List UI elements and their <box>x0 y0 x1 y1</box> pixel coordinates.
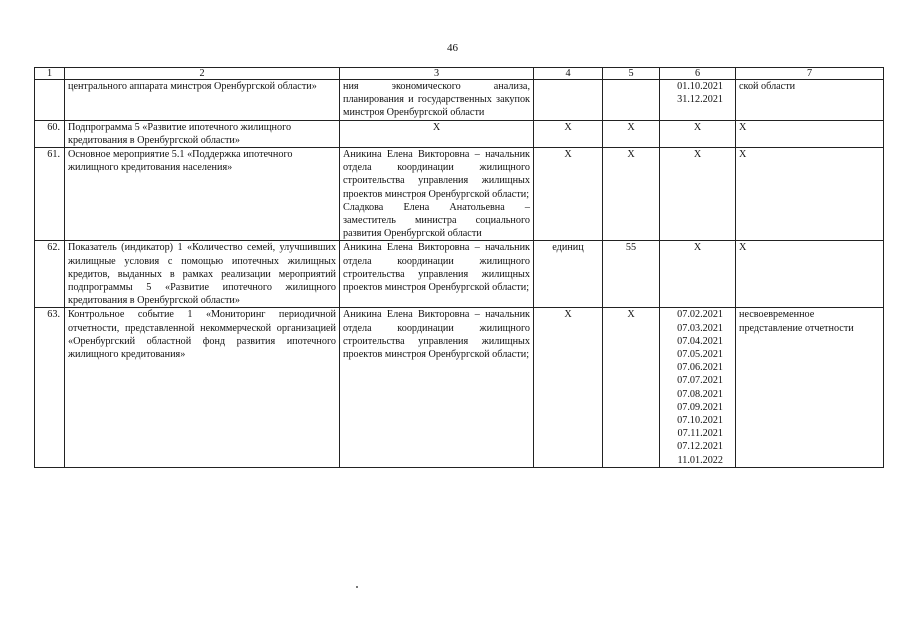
event-name: Основное мероприятие 5.1 «Поддержка ипотечного жилищного кредитования населения» <box>65 148 340 241</box>
header-cell: 3 <box>340 68 534 80</box>
table-row <box>35 241 884 308</box>
row-number: 61. <box>35 148 65 241</box>
deadline-cell <box>660 120 736 147</box>
unit-cell: X <box>534 120 603 147</box>
deadline-cell <box>660 80 736 121</box>
row-number <box>35 80 65 121</box>
deadline-cell <box>660 308 736 467</box>
value-cell: X <box>603 148 660 241</box>
responsible-person <box>340 120 534 147</box>
date-entry: 11.01.2022 <box>677 454 723 466</box>
header-cell: 7 <box>736 68 884 80</box>
date-entry: 07.09.2021 <box>677 401 723 413</box>
header-cell: 5 <box>603 68 660 80</box>
date-entry: 07.05.2021 <box>677 349 723 361</box>
event-name: Контрольное событие 1 «Мониторинг периодичной отчетности, представленной некоммерческой организацией «Оренбургский областной фонд развития ипотечного жилищного кредитования» <box>65 308 340 467</box>
note-cell: несвоевременное представление отчетности <box>736 308 884 467</box>
value-cell <box>603 80 660 121</box>
event-name: Показатель (индикатор) 1 «Количество семей, улучшивших жилищные условия с помощью ипотечных жилищных кредитов, выданных в рамках реализации мероприятий подпрограммы 5 «Развитие ипотечного жилищного кредитования в Оренбургской области» <box>65 241 340 308</box>
responsible-person <box>340 148 534 241</box>
date-entry: X <box>693 242 702 254</box>
event-name: центрального аппарата минстроя Оренбургской области» <box>65 80 340 121</box>
header-cell: 4 <box>534 68 603 80</box>
deadline-cell <box>660 241 736 308</box>
value-cell: X <box>603 120 660 147</box>
row-number: 63. <box>35 308 65 467</box>
note-cell: X <box>736 148 884 241</box>
date-entry: X <box>693 121 702 133</box>
table-row <box>35 120 884 147</box>
responsible-entry: ния экономического анализа, планирования и государственных закупок минстроя Оренбургской области <box>343 81 530 119</box>
scan-speck <box>356 586 358 588</box>
responsible-entry: X <box>432 121 441 133</box>
date-entry: 07.11.2021 <box>677 428 723 440</box>
note-cell: ской области <box>736 80 884 121</box>
unit-cell <box>534 80 603 121</box>
table-header-row <box>35 68 884 80</box>
responsible-entry: Аникина Елена Викторовна – начальник отдела координации жилищного строительства управления жилищных проектов минстроя Оренбургской области; <box>343 309 530 361</box>
date-entry: 07.02.2021 <box>677 309 723 321</box>
table-row <box>35 148 884 241</box>
responsible-person <box>340 308 534 467</box>
schedule-table <box>34 67 884 468</box>
date-entry: 07.06.2021 <box>677 362 723 374</box>
value-cell: X <box>603 308 660 467</box>
responsible-entry: Сладкова Елена Анатольевна – заместитель министра социального развития Оренбургской области <box>343 201 530 240</box>
header-cell: 6 <box>660 68 736 80</box>
table-row <box>35 308 884 467</box>
date-entry: 07.07.2021 <box>677 375 723 387</box>
event-name: Подпрограмма 5 «Развитие ипотечного жилищного кредитования в Оренбургской области» <box>65 120 340 147</box>
date-entry: 01.10.2021 <box>677 81 723 92</box>
date-entry: 31.12.2021 <box>677 94 723 106</box>
value-cell: 55 <box>603 241 660 308</box>
date-entry: 07.10.2021 <box>677 415 723 427</box>
date-entry: 07.04.2021 <box>677 335 723 347</box>
deadline-cell <box>660 148 736 241</box>
row-number: 60. <box>35 120 65 147</box>
responsible-person <box>340 80 534 121</box>
date-entry: X <box>693 149 702 161</box>
date-entry: 07.08.2021 <box>677 388 723 400</box>
unit-cell: единиц <box>534 241 603 308</box>
table-row <box>35 80 884 121</box>
page-number: 46 <box>447 42 458 54</box>
note-cell: X <box>736 120 884 147</box>
date-entry: 07.12.2021 <box>677 441 723 453</box>
header-cell: 1 <box>35 68 65 80</box>
unit-cell: X <box>534 148 603 241</box>
note-cell: X <box>736 241 884 308</box>
responsible-person <box>340 241 534 308</box>
responsible-entry: Аникина Елена Викторовна – начальник отдела координации жилищного строительства управления жилищных проектов минстроя Оренбургской области; <box>343 149 530 200</box>
date-entry: 07.03.2021 <box>677 322 723 334</box>
unit-cell: X <box>534 308 603 467</box>
responsible-entry: Аникина Елена Викторовна – начальник отдела координации жилищного строительства управления жилищных проектов минстроя Оренбургской области; <box>343 242 530 294</box>
row-number: 62. <box>35 241 65 308</box>
header-cell: 2 <box>65 68 340 80</box>
